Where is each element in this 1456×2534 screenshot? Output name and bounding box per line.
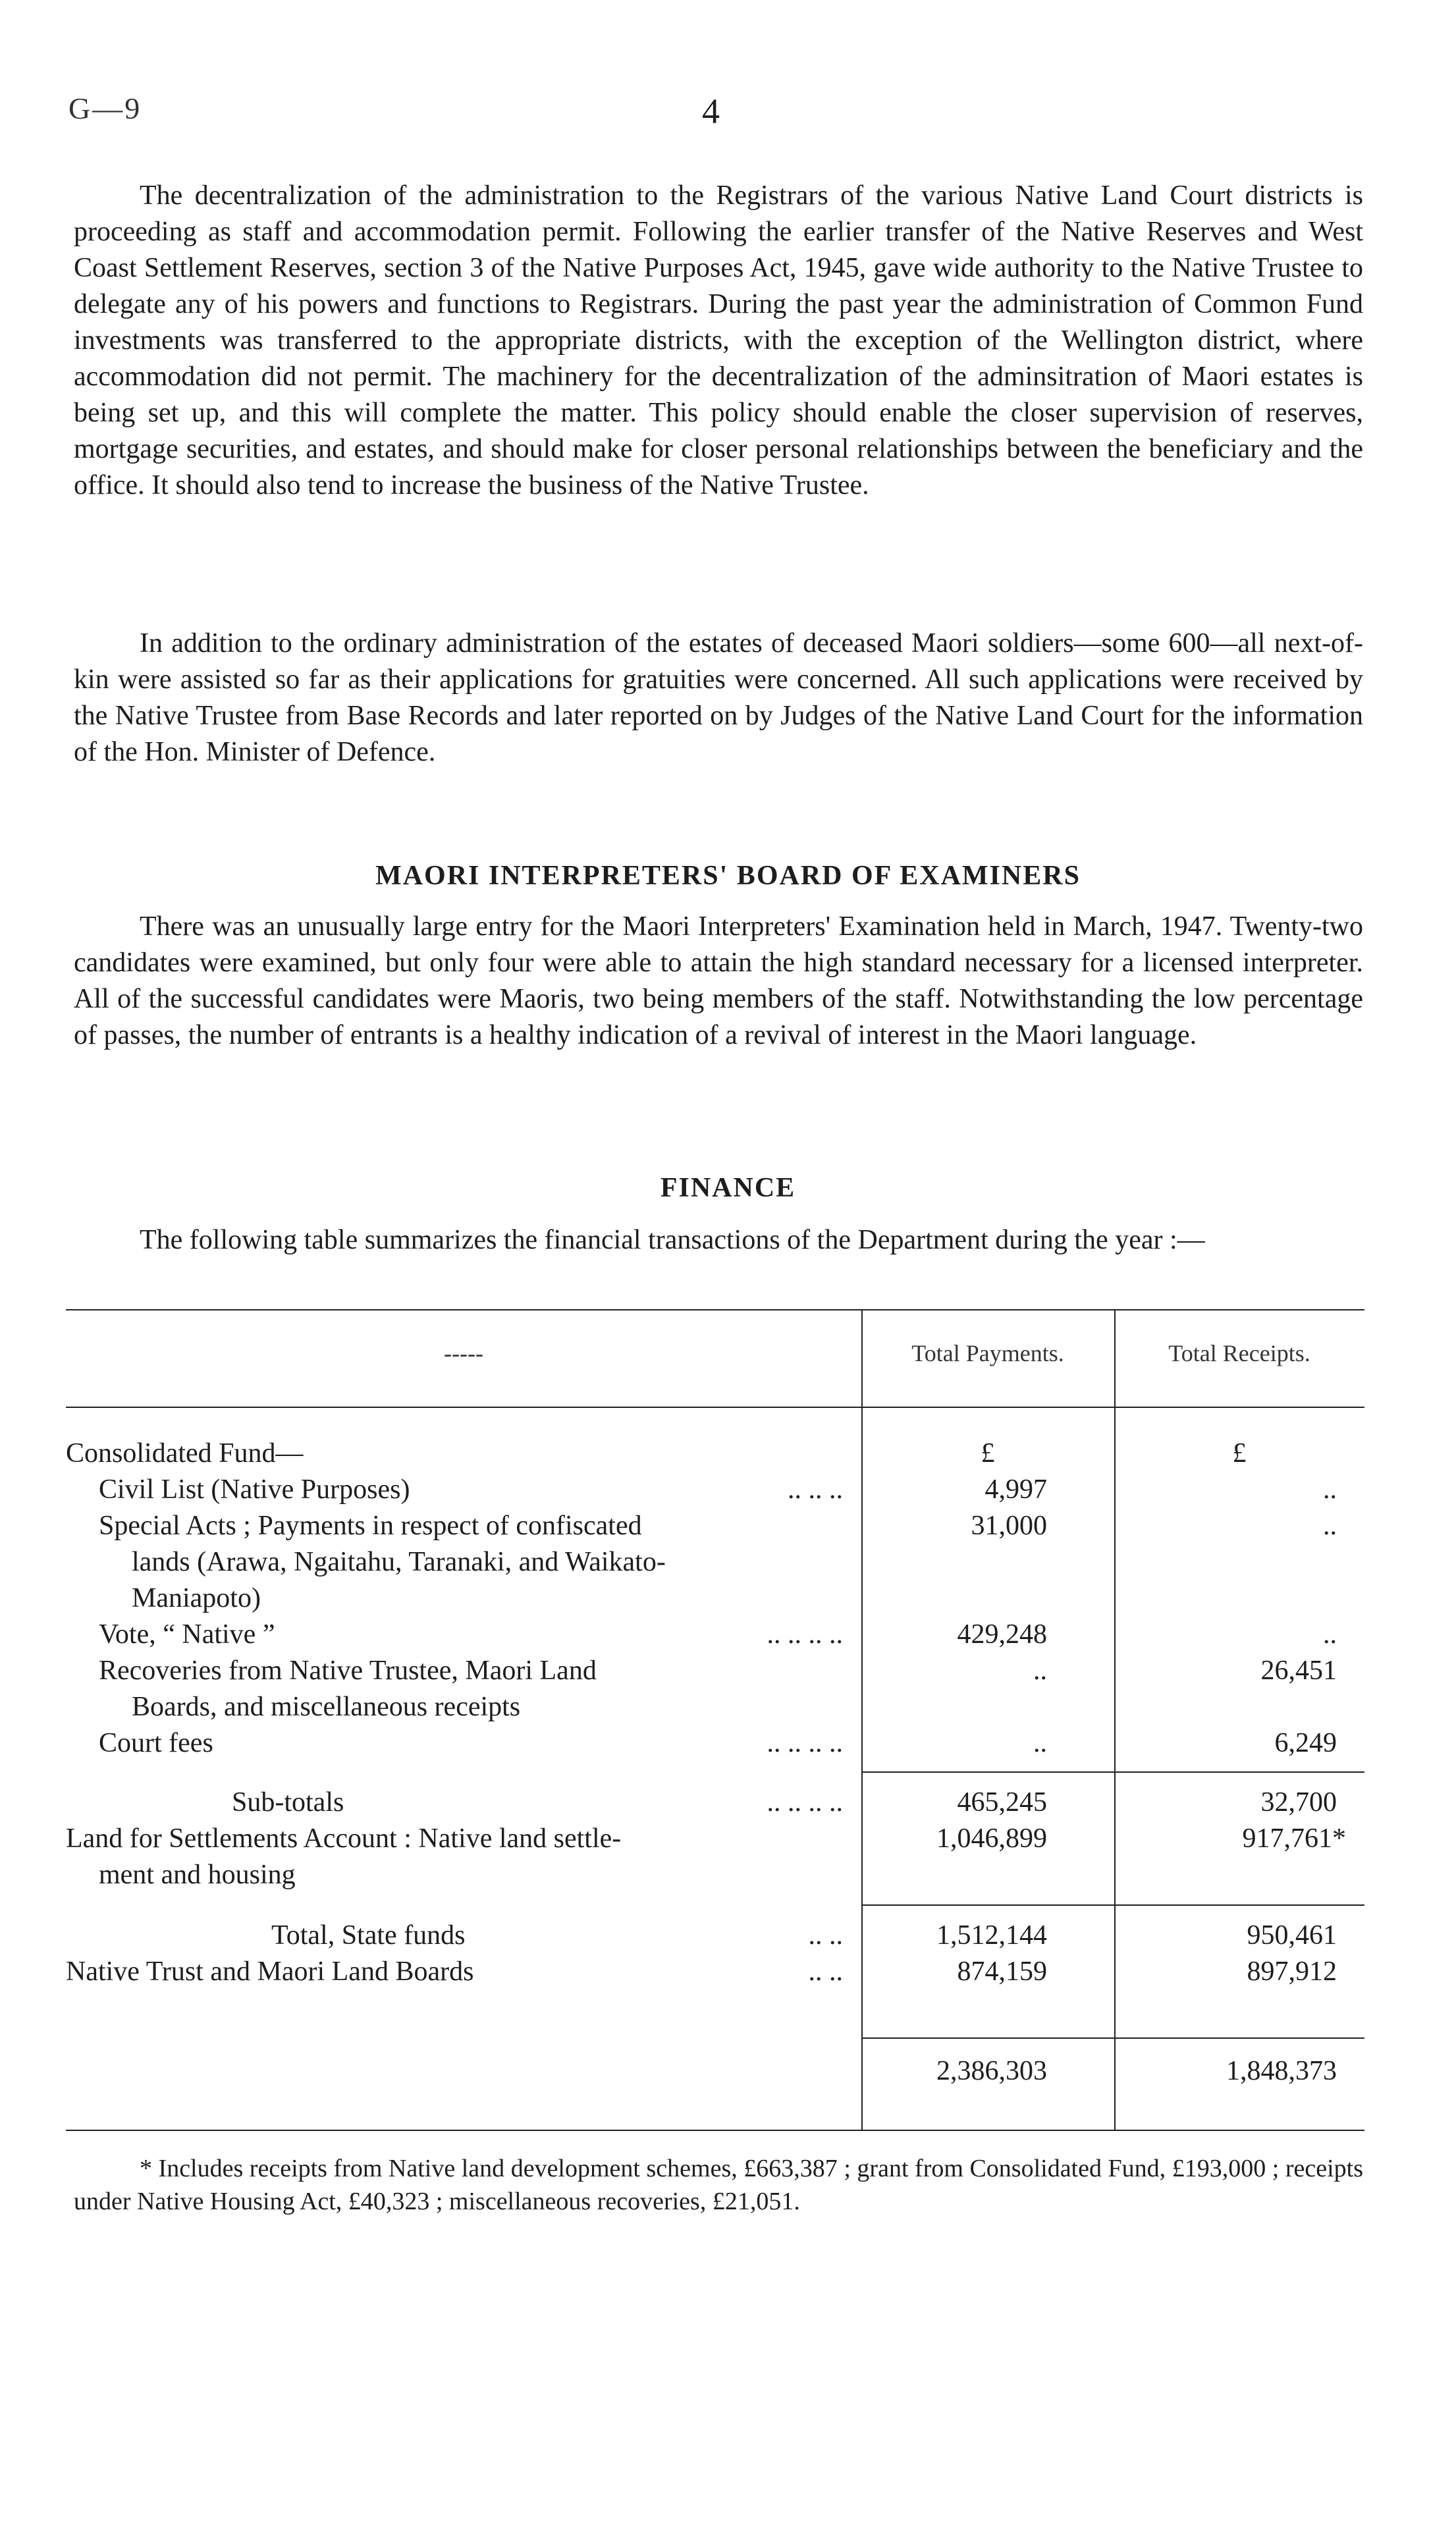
land-settlements-label: Land for Settlements Account : Native land settle- — [66, 1823, 622, 1854]
page-header — [0, 91, 1456, 137]
recoveries-receipts: 26,451 — [1260, 1656, 1337, 1686]
land-settlements-payments: 1,046,899 — [936, 1823, 1047, 1854]
native-trust-leaders: .. .. — [808, 1956, 843, 1987]
table-footnote: * Includes receipts from Native land development schemes, £663,387 ; grant from Consolidated Fund, £193,000 ; receipts under Native Housing Act, £40,323 ; miscellaneous recoveries, £21,051. — [74, 2155, 1363, 2215]
native-trust-payments: 874,159 — [957, 1956, 1047, 1987]
civil-list-receipts: .. — [1323, 1474, 1337, 1505]
vote-native-label: Vote, “ Native ” — [99, 1619, 275, 1650]
receipts-column-heading: Total Receipts. — [1168, 1340, 1310, 1366]
court-fees-label: Court fees — [99, 1728, 213, 1758]
subtotal-rule — [861, 1771, 1364, 1773]
grand-total-receipts: 1,848,373 — [1226, 2056, 1337, 2086]
total-state-funds-leaders: .. .. — [808, 1920, 843, 1951]
table-bottom-rule — [66, 2130, 1364, 2131]
column-divider-1 — [861, 1309, 863, 2130]
court-fees-payments: .. — [1033, 1728, 1047, 1758]
blank-column-heading: ----- — [444, 1340, 483, 1366]
total-state-funds-label: Total, State funds — [271, 1920, 466, 1951]
payments-column-heading: Total Payments. — [911, 1340, 1064, 1366]
land-settlements-receipts: 917,761* — [1242, 1823, 1346, 1854]
grand-total-payments: 2,386,303 — [936, 2056, 1047, 2086]
subtotals-receipts: 32,700 — [1260, 1787, 1337, 1818]
interpreters-paragraph: There was an unusually large entry for the Maori Interpreters' Examination held in March, 1947. Twenty-two candidates were examined, but only four were able to attain the high standard necessary for a licensed interpreter. All of the successful candidates were Maoris, two being members of the staff. Notwithstanding the low percentage of passes, the number of entrants is a healthy indication of a revival of interest in the Maori language. — [74, 911, 1363, 1050]
special-acts-label-end: Maniapoto) — [132, 1583, 261, 1613]
consolidated-fund-label: Consolidated Fund— — [66, 1438, 304, 1469]
land-settlements-label-continued: ment and housing — [99, 1860, 296, 1890]
finance-intro: The following table summarizes the financial transactions of the Department during the year :— — [140, 1225, 1205, 1255]
table-top-rule — [66, 1309, 1364, 1310]
soldiers-paragraph: In addition to the ordinary administration of the estates of deceased Maori soldiers—some 600—all next-of-kin were assisted so far as their applications for gratuities were concerned. All such applications were received by the Native Trustee from Base Records and later reported on by Judges of the Native Land Court for the information of the Hon. Minister of Defence. — [74, 628, 1363, 767]
finance-table — [66, 1309, 1364, 2534]
native-trust-receipts: 897,912 — [1247, 1956, 1337, 1987]
court-fees-leaders: .. .. .. .. — [767, 1728, 843, 1758]
civil-list-payments: 4,997 — [984, 1474, 1047, 1505]
civil-list-label: Civil List (Native Purposes) — [99, 1474, 410, 1505]
special-acts-label: Special Acts ; Payments in respect of confiscated — [99, 1511, 642, 1541]
interpreters-heading: MAORI INTERPRETERS' BOARD OF EXAMINERS — [375, 861, 1081, 891]
vote-native-receipts: .. — [1323, 1619, 1337, 1650]
recoveries-label: Recoveries from Native Trustee, Maori Land — [99, 1656, 597, 1686]
special-acts-payments: 31,000 — [971, 1511, 1047, 1541]
receipts-currency: £ — [1232, 1438, 1247, 1469]
court-fees-receipts: 6,249 — [1274, 1728, 1337, 1758]
subtotals-leaders: .. .. .. .. — [767, 1787, 843, 1818]
page-number: 4 — [702, 92, 720, 131]
column-divider-2 — [1114, 1309, 1116, 2130]
header-bottom-rule — [66, 1407, 1364, 1408]
vote-native-payments: 429,248 — [957, 1619, 1047, 1650]
special-acts-label-continued: lands (Arawa, Ngaitahu, Taranaki, and Waikato- — [132, 1547, 666, 1577]
recoveries-label-continued: Boards, and miscellaneous receipts — [132, 1692, 521, 1722]
finance-heading: FINANCE — [660, 1173, 796, 1203]
total-state-funds-receipts: 950,461 — [1247, 1920, 1337, 1951]
payments-currency: £ — [981, 1438, 995, 1469]
total-state-funds-payments: 1,512,144 — [936, 1920, 1047, 1951]
page-reference: G—9 — [68, 92, 142, 125]
special-acts-receipts: .. — [1323, 1511, 1337, 1541]
total-rule — [861, 1904, 1364, 1906]
subtotals-payments: 465,245 — [957, 1787, 1047, 1818]
vote-native-leaders: .. .. .. .. — [767, 1619, 843, 1650]
decentralization-paragraph: The decentralization of the administration to the Registrars of the various Native Land Court districts is proceeding as staff and accommodation permit. Following the earlier transfer of the Native Reserves and West Coast Settlement Reserves, section 3 of the Native Purposes Act, 1945, gave wide authority to the Native Trustee to delegate any of his powers and functions to Registrars. During the past year the administration of Common Fund investments was transferred to the appropriate districts, with the exception of the Wellington district, where accommodation did not permit. The machinery for the decentralization of the adminsitration of Maori estates is being set up, and this will complete the matter. This policy should enable the closer supervision of reserves, mortgage securities, and estates, and should make for closer personal relationships between the beneficiary and the office. It should also tend to increase the business of the Native Trustee. — [74, 180, 1363, 500]
subtotals-label: Sub-totals — [232, 1787, 344, 1818]
native-trust-label: Native Trust and Maori Land Boards — [66, 1956, 474, 1987]
recoveries-payments: .. — [1033, 1656, 1047, 1686]
grand-total-rule — [861, 2037, 1364, 2039]
civil-list-leaders: .. .. .. — [788, 1474, 843, 1505]
